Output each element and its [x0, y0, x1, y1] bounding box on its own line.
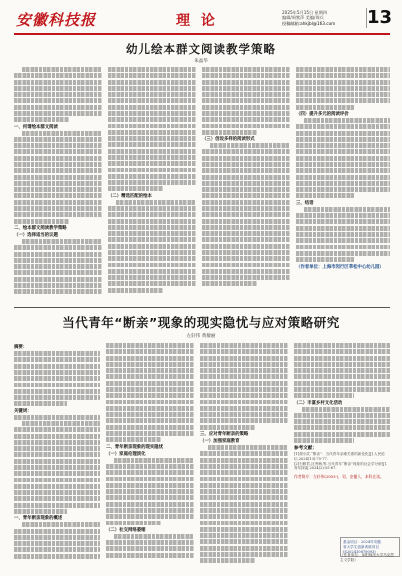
text-line [106, 374, 194, 379]
text-line [202, 231, 290, 236]
text-line [14, 484, 100, 489]
text-line [108, 180, 196, 185]
text-line [14, 351, 100, 356]
text-line [108, 237, 196, 242]
text-line [14, 86, 102, 91]
article2-column-2 [106, 343, 194, 571]
text-line [108, 92, 196, 97]
text-line [304, 118, 390, 123]
text-line [14, 80, 102, 85]
text-line [106, 489, 194, 494]
text-line [296, 143, 390, 148]
text-line [202, 117, 290, 122]
text-line [200, 381, 288, 386]
text-line [14, 245, 102, 250]
text-line [14, 459, 100, 464]
text-line [200, 533, 288, 538]
text-line [200, 425, 255, 430]
text-line [108, 275, 196, 280]
text-line [200, 508, 288, 513]
text-line [200, 477, 288, 482]
text-line [294, 393, 354, 398]
text-line [202, 225, 290, 230]
article2-subhead: 二、青年断亲现象的现实隐忧 [106, 444, 164, 450]
issue-date: 2025年5月15日 星期四 [282, 10, 328, 15]
text-line [14, 258, 102, 263]
article1-title: 幼儿绘本群文阅读教学策略 [126, 42, 276, 56]
text-line [200, 483, 288, 488]
text-line [202, 269, 290, 274]
text-line [200, 387, 288, 392]
text-line [200, 470, 288, 475]
article2-unit-note: （作者单位：阜阳师范大学马克思主义学院） [340, 553, 394, 562]
article1-column-1 [14, 67, 102, 305]
article1-subhead: 三、结语 [296, 200, 314, 206]
text-line [294, 368, 390, 373]
text-line [14, 465, 100, 470]
text-line [202, 80, 290, 85]
text-line [22, 239, 102, 244]
text-line [14, 105, 102, 110]
article1-subhead: （一）选择适当的议题 [14, 232, 58, 238]
text-line [14, 535, 100, 540]
text-line [108, 212, 196, 217]
fund-info-line: 省大学生创新训练项目 [343, 544, 379, 549]
text-line [14, 395, 100, 400]
text-line [14, 168, 102, 173]
text-line [108, 155, 196, 160]
article2-column-4 [294, 343, 390, 535]
text-line [14, 187, 102, 192]
article1-column-3 [202, 67, 290, 305]
text-line [14, 490, 100, 495]
text-line [200, 558, 255, 563]
text-line [106, 521, 161, 526]
text-line [200, 495, 288, 500]
text-line [108, 288, 163, 293]
text-line [294, 349, 390, 354]
text-line [200, 521, 288, 526]
text-line [14, 529, 100, 534]
text-line [210, 143, 290, 148]
text-line [108, 136, 196, 141]
text-line [202, 124, 290, 129]
text-line [108, 256, 196, 261]
text-line [296, 219, 390, 224]
text-line [294, 374, 390, 379]
text-line [202, 219, 290, 224]
text-line [14, 541, 100, 546]
text-line [202, 175, 290, 180]
text-line [14, 547, 100, 552]
text-line [200, 552, 288, 557]
text-line [304, 207, 390, 212]
text-line [296, 257, 354, 262]
text-line [14, 277, 102, 282]
text-line [106, 464, 194, 469]
article2-subhead: （二）丰富乡村文化活动 [294, 400, 343, 406]
text-line [200, 362, 288, 367]
text-line [106, 406, 194, 411]
text-line [14, 252, 102, 257]
text-line [114, 534, 194, 539]
text-line [108, 244, 196, 249]
article1-subhead: 一、何谓绘本群文阅读 [14, 124, 58, 130]
text-line [106, 495, 194, 500]
text-line [202, 281, 257, 286]
text-line [106, 425, 194, 430]
text-line [202, 73, 290, 78]
text-line [202, 275, 290, 280]
text-line [108, 117, 196, 122]
text-line [202, 200, 290, 205]
author-bio: 作者简介：左轩伟(2003-)，男，安徽人，本科在读。 [294, 474, 384, 480]
text-line [296, 105, 354, 110]
article2-title: 当代青年“断亲”现象的现实隐忧与应对策略研究 [62, 315, 340, 330]
text-line [14, 92, 102, 97]
text-line [202, 187, 290, 192]
text-line [200, 374, 288, 379]
text-line [106, 343, 194, 348]
text-line [202, 181, 290, 186]
editor-credits: 编辑/周紫萍 美编/周兵 [282, 15, 324, 21]
text-line [14, 364, 100, 369]
text-line [296, 181, 390, 186]
text-line [106, 470, 194, 475]
text-line [108, 149, 196, 154]
text-line [200, 451, 288, 456]
text-line [14, 554, 100, 559]
text-line [108, 105, 196, 110]
text-line [296, 175, 390, 180]
text-line [294, 387, 390, 392]
text-line [294, 425, 390, 430]
text-line [108, 124, 196, 129]
text-line [200, 356, 288, 361]
text-line [116, 200, 196, 205]
text-line [14, 434, 100, 439]
text-line [200, 464, 288, 469]
text-line [14, 440, 100, 445]
text-line [108, 231, 196, 236]
text-line [296, 238, 390, 243]
text-line [294, 381, 390, 386]
text-line [296, 92, 390, 97]
text-line [14, 175, 102, 180]
text-line [200, 349, 288, 354]
text-line [14, 471, 100, 476]
text-line [106, 418, 194, 423]
text-line [14, 73, 102, 78]
article-divider [14, 307, 390, 308]
text-line [296, 149, 390, 154]
text-line [296, 232, 390, 237]
text-line [106, 356, 194, 361]
text-line [108, 130, 196, 135]
article1-author: 朱晶华 [194, 59, 208, 64]
references-heading: 参考文献： [294, 445, 317, 451]
text-line [202, 168, 290, 173]
text-line [200, 489, 288, 494]
text-line [296, 67, 390, 72]
text-line [108, 73, 196, 78]
text-line [202, 237, 290, 242]
text-line [14, 264, 102, 269]
text-line [200, 400, 288, 405]
text-line [294, 356, 390, 361]
text-line [200, 539, 288, 544]
abstract-label: 摘要： [14, 345, 28, 350]
fund-info-line: (S202410879093) [343, 549, 376, 554]
text-line [294, 413, 390, 418]
text-line [106, 431, 194, 436]
text-line [106, 477, 194, 482]
text-line [14, 200, 102, 205]
text-line [108, 174, 196, 179]
contact-email: 投稿邮箱:ahkjbl@163.com [282, 20, 336, 26]
text-line [106, 502, 194, 507]
text-line [202, 206, 290, 211]
text-line [14, 427, 100, 432]
text-line [14, 137, 102, 142]
article1-subhead: 二、绘本群文阅读教学策略 [14, 225, 67, 231]
article2-subhead: 一、青年断亲现象的概述 [14, 516, 63, 521]
text-line [202, 92, 290, 97]
paper-name: 安徽科技报 [16, 11, 97, 29]
text-line [106, 483, 194, 488]
text-line [296, 98, 390, 103]
text-line [14, 478, 100, 483]
text-line [108, 67, 196, 72]
text-line [108, 168, 196, 173]
text-line [296, 187, 390, 192]
text-line [14, 98, 102, 103]
text-line [14, 270, 102, 275]
text-line [202, 162, 290, 167]
text-line [202, 105, 290, 110]
text-line [14, 357, 100, 362]
article2-subhead: （二）社交网络萎缩 [106, 527, 146, 533]
text-line [296, 156, 390, 161]
article2-subhead: （一）家庭伦理淡化 [106, 451, 146, 457]
text-line [296, 213, 390, 218]
text-line [200, 527, 288, 532]
text-line [108, 86, 196, 91]
article2-column-1 [14, 343, 100, 571]
text-line [296, 168, 390, 173]
text-line [296, 124, 390, 129]
text-line [108, 206, 196, 211]
text-line [114, 458, 194, 463]
text-line [202, 67, 290, 72]
text-line [22, 522, 100, 527]
text-line [14, 289, 102, 294]
text-line [108, 111, 196, 116]
text-line [106, 381, 194, 386]
text-line [202, 193, 290, 198]
text-line [200, 418, 288, 423]
text-line [106, 368, 194, 373]
text-line [106, 387, 194, 392]
text-line [202, 212, 290, 217]
text-line [108, 161, 196, 166]
text-line [294, 343, 390, 348]
article2-subhead: 三、应对青年断亲的策略 [200, 431, 249, 437]
text-line [296, 193, 354, 198]
text-line [14, 143, 102, 148]
text-line [200, 368, 288, 373]
text-line [208, 445, 288, 450]
text-line [14, 219, 69, 224]
text-line [200, 393, 288, 398]
text-line [106, 412, 194, 417]
text-line [106, 553, 194, 558]
text-line [14, 111, 102, 116]
text-line [14, 181, 102, 186]
text-line [302, 407, 390, 412]
reference-item: [1]胡小武.“断亲”：当代青年亲缘关系的新变化[J].人民论坛,2024(13):75-77. [294, 451, 385, 461]
text-line [106, 508, 194, 513]
text-line [22, 131, 102, 136]
text-line [202, 250, 290, 255]
text-line [108, 186, 163, 191]
text-line [14, 383, 100, 388]
text-line [108, 225, 196, 230]
text-line [14, 452, 100, 457]
text-line [106, 540, 194, 545]
text-line [108, 80, 196, 85]
text-line [200, 546, 288, 551]
text-line [108, 98, 196, 103]
text-line [108, 142, 196, 147]
text-line [296, 226, 390, 231]
text-line [108, 219, 196, 224]
text-line [202, 111, 290, 116]
text-line [14, 212, 102, 217]
text-line [294, 362, 390, 367]
text-line [108, 269, 196, 274]
text-line [202, 98, 290, 103]
text-line [14, 283, 102, 288]
text-line [202, 244, 290, 249]
article2-author: 左轩伟 黄敏丽 [186, 334, 216, 339]
text-line [296, 86, 390, 91]
text-line [106, 514, 194, 519]
text-line [200, 502, 288, 507]
text-line [14, 503, 100, 508]
text-line [296, 73, 390, 78]
text-line [14, 149, 102, 154]
text-line [14, 156, 102, 161]
article1-subhead: （二）精选匹配的绘本 [108, 193, 152, 199]
text-line [106, 349, 194, 354]
text-line [200, 458, 288, 463]
keywords-label: 关键词： [14, 408, 32, 414]
text-line [106, 546, 194, 551]
text-line [108, 281, 196, 286]
text-line [296, 131, 390, 136]
text-line [14, 162, 102, 167]
article1-subhead: （三）创设多样的阅读形式 [202, 137, 255, 142]
text-line [14, 370, 100, 375]
masthead [0, 0, 402, 34]
section-title: 理 论 [176, 13, 218, 29]
text-line [202, 256, 290, 261]
text-line [22, 421, 100, 426]
text-line [296, 162, 390, 167]
text-line [14, 509, 67, 514]
text-line [200, 514, 288, 519]
text-line [202, 86, 290, 91]
text-line [22, 67, 102, 72]
text-line [14, 446, 100, 451]
issue-info [282, 10, 335, 26]
text-line [14, 206, 102, 211]
text-line [200, 343, 288, 348]
page-number: 13 [367, 7, 393, 28]
article1-unit-note: （作者单位：上海市闵行区莘松中心幼儿园） [296, 265, 384, 270]
text-line [202, 149, 290, 154]
text-line [296, 137, 390, 142]
text-line [14, 376, 100, 381]
text-line [14, 193, 102, 198]
reference-item: [2]石修君,沈秀梅,等.当代青年“断亲”现象的社会学分析[J].青年探索,2024(2):55-67. [294, 461, 388, 471]
fund-info-line: 基金项目：2024年安徽 [343, 540, 381, 544]
text-line [202, 130, 257, 135]
text-line [14, 389, 100, 394]
text-line [106, 362, 194, 367]
text-line [200, 406, 288, 411]
text-line [202, 156, 290, 161]
article2-subhead: （一）加强家庭教育 [200, 439, 240, 444]
article1-column-2 [108, 67, 196, 305]
text-line [294, 432, 390, 437]
text-line [108, 250, 196, 255]
text-line [296, 80, 390, 85]
text-line [108, 263, 196, 268]
text-line [14, 401, 67, 406]
masthead-rule [14, 33, 390, 35]
text-line [14, 415, 100, 420]
text-line [200, 412, 288, 417]
text-line [106, 437, 161, 442]
text-line [294, 419, 390, 424]
text-line [106, 400, 194, 405]
text-line [202, 263, 290, 268]
text-line [296, 245, 390, 250]
article1-column-4 [296, 67, 390, 305]
text-line [14, 496, 100, 501]
text-line [14, 117, 69, 122]
article1-subhead: （四）提升多元的阅读评价 [296, 111, 349, 117]
article2-column-3 [200, 343, 288, 571]
text-line [294, 438, 354, 443]
text-line [106, 393, 194, 398]
text-line [296, 251, 390, 256]
